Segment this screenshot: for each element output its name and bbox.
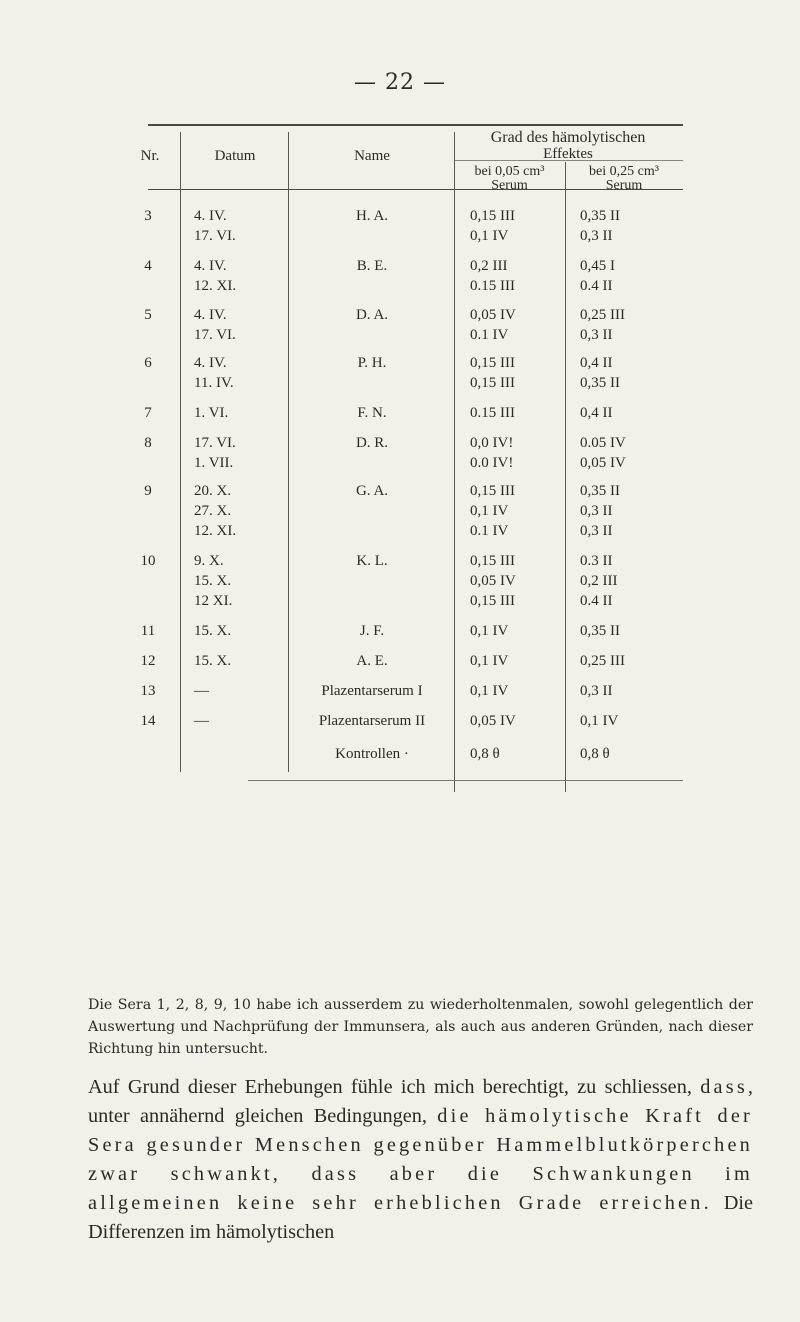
cell-value-005: 0,05 IV xyxy=(470,307,516,323)
cell-datum: 4. IV. xyxy=(194,208,227,224)
cell-datum: 20. X. xyxy=(194,483,232,499)
cell-name: F. N. xyxy=(357,405,387,421)
table-top-rule xyxy=(148,124,683,126)
cell-datum: 27. X. xyxy=(194,503,232,519)
cell-nr: 8 xyxy=(144,435,152,451)
cell-name: D. A. xyxy=(355,307,389,323)
cell-value-005: 0,1 IV xyxy=(470,503,509,519)
cell-value-005: 0,15 III xyxy=(470,355,515,371)
body-text-spaced: dass xyxy=(700,1076,748,1099)
cell-datum: 1. VII. xyxy=(194,455,234,471)
header-nr: Nr. xyxy=(140,148,160,164)
cell-name: Kontrollen · xyxy=(335,746,409,762)
cell-nr: 5 xyxy=(144,307,152,323)
cell-nr: 9 xyxy=(144,483,152,499)
col-divider xyxy=(180,132,181,772)
cell-value-005: 0,15 III xyxy=(470,553,515,569)
cell-value-025: 0,35 II xyxy=(580,483,620,499)
cell-datum: 12 XI. xyxy=(194,593,233,609)
cell-value-005: 0,15 III xyxy=(470,375,515,391)
cell-value-025: 0,3 II xyxy=(580,327,613,343)
cell-name: J. F. xyxy=(359,623,385,639)
cell-name: K. L. xyxy=(356,553,388,569)
cell-value-025: 0,35 II xyxy=(580,623,620,639)
body-text: Auf Grund dieser Erhebungen fühle ich mich berechtigt, zu schliessen, xyxy=(88,1076,701,1099)
cell-nr: 6 xyxy=(144,355,152,371)
cell-value-005: 0,8 θ xyxy=(470,746,500,762)
cell-datum: 4. IV. xyxy=(194,355,227,371)
cell-nr: 7 xyxy=(144,405,152,421)
cell-name: P. H. xyxy=(357,355,387,371)
cell-datum: — xyxy=(194,683,209,699)
cell-nr: 10 xyxy=(140,553,156,569)
cell-datum: 9. X. xyxy=(194,553,224,569)
col-divider xyxy=(288,132,289,772)
cell-value-025: 0.4 II xyxy=(580,278,613,294)
page-number: — 22 — xyxy=(354,70,446,95)
cell-nr: 12 xyxy=(140,653,156,669)
cell-value-025: 0,4 II xyxy=(580,355,613,371)
cell-nr: 11 xyxy=(140,623,156,639)
cell-value-025: 0,25 III xyxy=(580,307,625,323)
body-text: Die Differenzen im hämolytischen xyxy=(88,1192,753,1244)
cell-value-025: 0,45 I xyxy=(580,258,615,274)
cell-datum: 4. IV. xyxy=(194,307,227,323)
cell-value-005: 0,0 IV! xyxy=(470,435,514,451)
cell-value-005: 0,15 III xyxy=(470,483,515,499)
cell-value-005: 0.1 IV xyxy=(470,327,509,343)
header-col1-line2: Serum xyxy=(491,178,528,193)
cell-nr: 14 xyxy=(140,713,156,729)
cell-value-025: 0,4 II xyxy=(580,405,613,421)
cell-value-025: 0.05 IV xyxy=(580,435,626,451)
body-text: , unter annähernd gleichen Bedingungen, xyxy=(88,1076,753,1128)
cell-value-025: 0,3 II xyxy=(580,503,613,519)
cell-value-025: 0,3 II xyxy=(580,228,613,244)
cell-value-005: 0.15 III xyxy=(470,278,515,294)
cell-nr: 3 xyxy=(144,208,152,224)
cell-name: B. E. xyxy=(356,258,388,274)
cell-value-025: 0,35 II xyxy=(580,375,620,391)
body-text-spaced: die hämolytische Kraft der Sera gesunder Menschen gegenüber Hammelblutkörperchen zwar schwankt, dass aber die Schwankungen im allgemeinen keine sehr erheblichen Grade erreichen. xyxy=(88,1105,753,1215)
cell-value-005: 0,05 IV xyxy=(470,573,516,589)
cell-datum: 11. IV. xyxy=(194,375,234,391)
cell-value-025: 0.3 II xyxy=(580,553,613,569)
cell-value-005: 0.0 IV! xyxy=(470,455,514,471)
cell-datum: 1. VI. xyxy=(194,405,229,421)
cell-datum: 15. X. xyxy=(194,653,232,669)
cell-nr: 13 xyxy=(140,683,156,699)
header-datum: Datum xyxy=(214,148,256,164)
cell-datum: 17. VI. xyxy=(194,327,236,343)
cell-value-025: 0,25 III xyxy=(580,653,625,669)
cell-name: Plazentarserum II xyxy=(318,713,426,729)
cell-value-005: 0.1 IV xyxy=(470,523,509,539)
note-paragraph: Die Sera 1, 2, 8, 9, 10 habe ich ausserdem zu wiederholtenmalen, sowohl gelegentlich der Auswertung und Nachprüfung der Immunsera, als auch aus anderen Gründen, nach dieser Richtung hin untersucht. xyxy=(88,997,753,1058)
cell-datum: 15. X. xyxy=(194,623,232,639)
cell-value-005: 0,05 IV xyxy=(470,713,516,729)
header-col2-line1: bei 0,25 cm³ xyxy=(589,164,659,179)
cell-name: Plazentarserum I xyxy=(321,683,423,699)
cell-nr: 4 xyxy=(144,258,152,274)
cell-datum: 15. X. xyxy=(194,573,232,589)
cell-value-005: 0,1 IV xyxy=(470,228,509,244)
cell-value-025: 0.4 II xyxy=(580,593,613,609)
col-divider xyxy=(565,162,566,792)
cell-value-005: 0,2 III xyxy=(470,258,508,274)
kontrollen-rule xyxy=(248,780,683,781)
header-grad-line2: Effektes xyxy=(543,146,593,162)
cell-name: A. E. xyxy=(356,653,388,669)
header-col2-line2: Serum xyxy=(605,178,643,193)
cell-datum: 12. XI. xyxy=(194,278,237,294)
cell-name: H. A. xyxy=(355,208,389,224)
cell-datum: 12. XI. xyxy=(194,523,237,539)
cell-value-005: 0,1 IV xyxy=(470,653,509,669)
cell-value-005: 0,1 IV xyxy=(470,683,509,699)
cell-name: D. R. xyxy=(355,435,389,451)
cell-value-005: 0,15 III xyxy=(470,208,515,224)
cell-datum: 4. IV. xyxy=(194,258,227,274)
cell-value-025: 0,8 θ xyxy=(580,746,610,762)
header-name: Name xyxy=(354,148,390,164)
cell-name: G. A. xyxy=(355,483,389,499)
cell-datum: 17. VI. xyxy=(194,228,236,244)
cell-value-005: 0,15 III xyxy=(470,593,515,609)
cell-value-005: 0.15 III xyxy=(470,405,515,421)
cell-datum: — xyxy=(194,713,209,729)
header-col1-line1: bei 0,05 cm³ xyxy=(474,164,545,179)
header-grad-line1: Grad des hämolytischen xyxy=(490,129,646,146)
cell-value-025: 0,1 IV xyxy=(580,713,619,729)
cell-value-025: 0,2 III xyxy=(580,573,618,589)
body-paragraph xyxy=(88,1073,753,1247)
cell-value-025: 0,05 IV xyxy=(580,455,626,471)
cell-value-025: 0,3 II xyxy=(580,523,613,539)
cell-value-025: 0,3 II xyxy=(580,683,613,699)
cell-datum: 17. VI. xyxy=(194,435,236,451)
cell-value-025: 0,35 II xyxy=(580,208,620,224)
cell-value-005: 0,1 IV xyxy=(470,623,509,639)
